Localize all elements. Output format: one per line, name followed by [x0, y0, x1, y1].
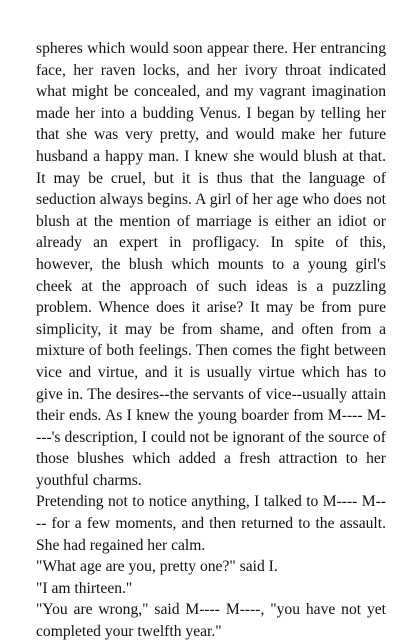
paragraph-seduction: spheres which would soon appear there. Her entrancing face, her raven locks, and her ivory throat indicated what might be concealed, and my vagrant imagination made her into a budding Venus. I began by telling her that she was very pretty, and would make her future husband a happy man. I knew she would blush at that. It may be cruel, but it is thus that the language of seduction always begins. A girl of her age who does not blush at the mention of marriage is either an idiot or already an expert in profligacy. In spite of this, however, the blush which mounts to a young girl's cheek at the approach of such ideas is a puzzling problem. Whence does it arise? It may be from pure simplicity, it may be from shame, and often from a mixture of both feelings. Then comes the fight between vice and virtue, and it is usually virtue which has to give in. The desires--the servants of vice--usually attain their ends. As I knew the young boarder from M---- M----'s description, I could not be ignorant of the source of those blushes which added a fresh attraction to her youthful charms.	[36, 40, 386, 489]
dialogue-question: "What age are you, pretty one?" said I.	[36, 558, 278, 576]
dialogue-answer: "I am thirteen."	[36, 579, 133, 597]
paragraph-assault: Pretending not to notice anything, I talked to M---- M---- for a few moments, and then returned to the assault. She had regained her calm.	[36, 493, 386, 554]
dialogue-correction: "You are wrong," said M---- M----, "you have not yet completed your twelfth year."	[36, 601, 386, 641]
